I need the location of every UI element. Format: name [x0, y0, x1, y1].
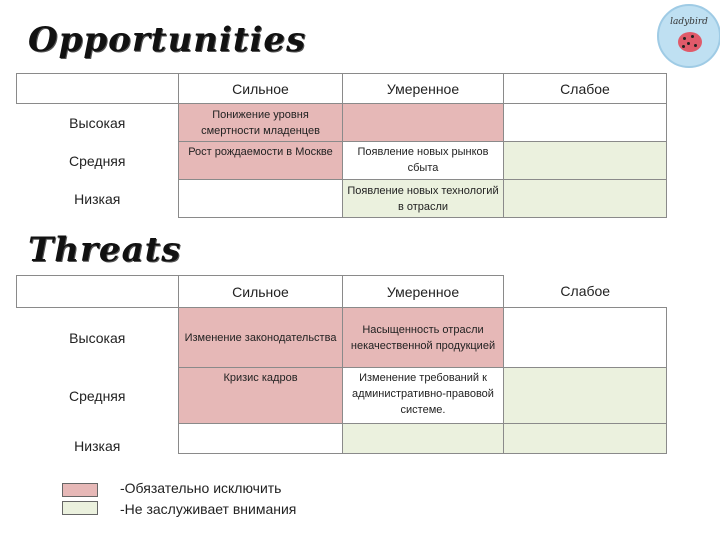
table-cell	[179, 180, 343, 218]
row-label: Высокая	[17, 104, 179, 142]
column-header: Слабое	[504, 74, 667, 104]
opportunities-table	[16, 73, 667, 218]
column-header: Слабое	[504, 276, 667, 308]
table-cell	[504, 142, 667, 180]
table-cell	[504, 308, 667, 368]
row-label: Средняя	[17, 368, 179, 424]
legend-text: -Не заслуживает внимания	[120, 501, 297, 517]
ladybug-icon	[678, 32, 702, 52]
logo-text: ladybird	[670, 17, 708, 27]
column-header: Сильное	[179, 74, 343, 104]
row-label: Высокая	[17, 308, 179, 368]
corner-cell	[17, 74, 179, 104]
table-cell	[504, 104, 667, 142]
row-label: Средняя	[17, 142, 179, 180]
legend-swatch-green	[62, 501, 98, 515]
table-cell: Понижение уровня смертности младенцев	[179, 104, 343, 142]
table-cell: Рост рождаемости в Москве	[179, 142, 343, 180]
column-header: Сильное	[179, 276, 343, 308]
legend-swatch-pink	[62, 483, 98, 497]
table-cell: Изменение законодательства	[179, 308, 343, 368]
row-label: Низкая	[17, 424, 179, 454]
column-header: Умеренное	[343, 74, 504, 104]
corner-cell	[17, 276, 179, 308]
table-cell	[179, 424, 343, 454]
table-cell	[504, 368, 667, 424]
threats-table	[16, 275, 667, 454]
ladybug-logo	[657, 4, 720, 68]
table-cell	[343, 424, 504, 454]
row-label: Низкая	[17, 180, 179, 218]
table-cell	[504, 180, 667, 218]
table-cell: Насыщенность отрасли некачественной продукцией	[343, 308, 504, 368]
table-cell: Кризис кадров	[179, 368, 343, 424]
table-cell	[343, 104, 504, 142]
legend-text: -Обязательно исключить	[120, 480, 282, 496]
opportunities-title: Opportunities	[28, 20, 307, 60]
threats-title: Threats	[28, 230, 182, 270]
table-cell: Изменение требований к административно-правовой системе.	[343, 368, 504, 424]
column-header: Умеренное	[343, 276, 504, 308]
table-cell: Появление новых рынков сбыта	[343, 142, 504, 180]
table-cell	[504, 424, 667, 454]
table-cell: Появление новых технологий в отрасли	[343, 180, 504, 218]
